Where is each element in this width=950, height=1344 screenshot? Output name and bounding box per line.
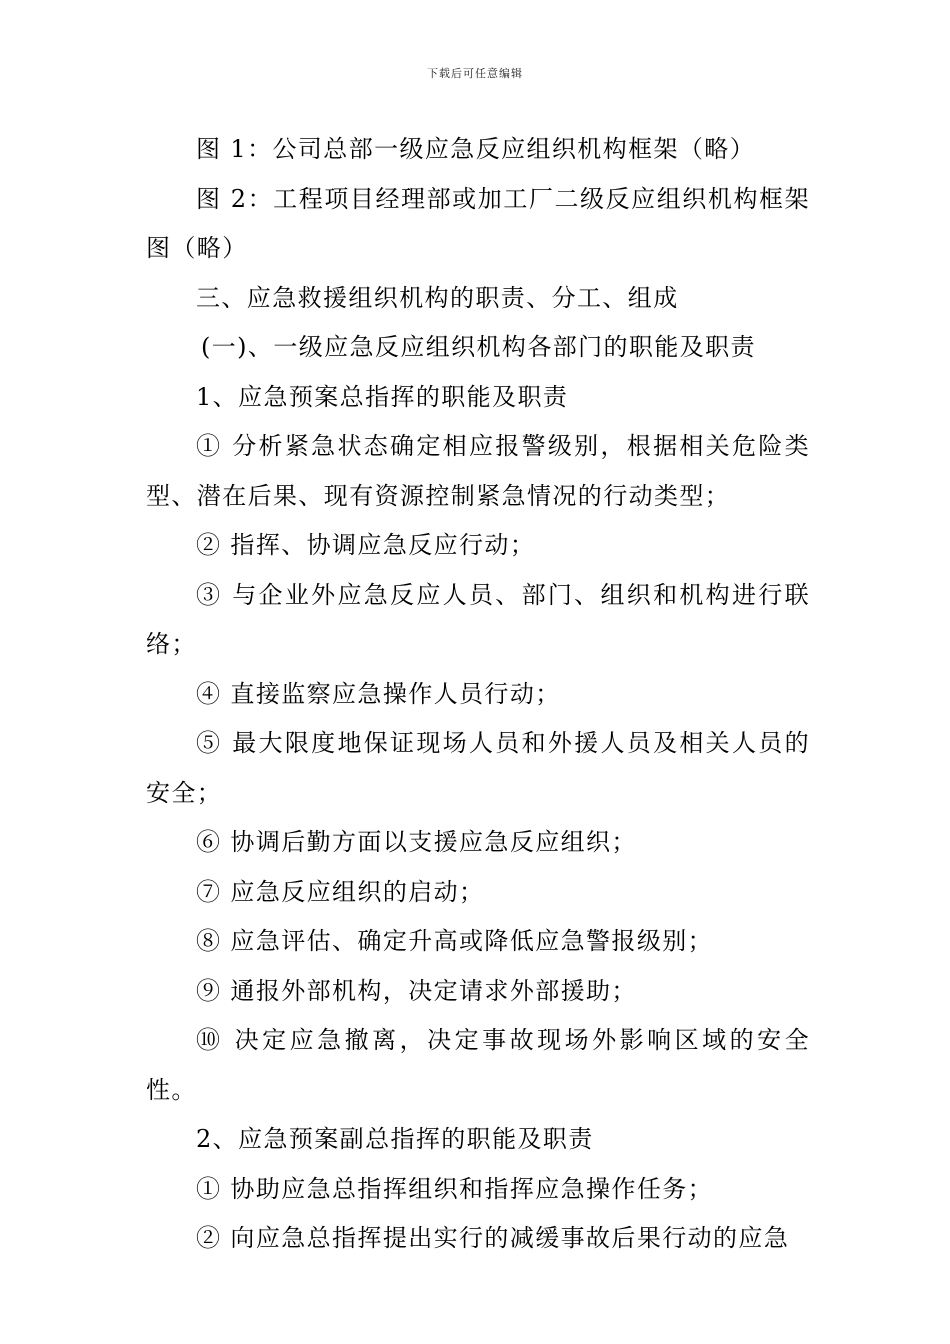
list-item: ⑩ 决定应急撤离，决定事故现场外影响区域的安全性。 xyxy=(146,1026,810,1104)
list-item: ⑧ 应急评估、确定升高或降低应急警报级别； xyxy=(196,927,714,955)
list-item: ② 向应急总指挥提出实行的减缓事故后果行动的应急 xyxy=(196,1224,790,1252)
list-item: ⑤ 最大限度地保证现场人员和外援人员及相关人员的安全； xyxy=(146,729,810,807)
page-header-note: 下载后可任意编辑 xyxy=(427,67,523,80)
item-2-heading: 2、应急预案副总指挥的职能及职责 xyxy=(196,1125,594,1153)
section-3-heading: 三、应急救援组织机构的职责、分工、组成 xyxy=(196,283,679,312)
item-1-heading: 1、应急预案总指挥的职能及职责 xyxy=(196,382,569,411)
list-item: ② 指挥、协调应急反应行动； xyxy=(196,531,536,559)
list-item: ① 协助应急总指挥组织和指挥应急操作任务； xyxy=(196,1174,714,1203)
list-item: ⑨ 通报外部机构，决定请求外部援助； xyxy=(196,976,637,1005)
list-item: ③ 与企业外应急反应人员、部门、组织和机构进行联络； xyxy=(146,580,810,658)
list-item: ① 分析紧急状态确定相应报警级别，根据相关危险类型、潜在后果、现有资源控制紧急情况的行动类型； xyxy=(146,432,810,510)
figure-2-caption: 图 2：工程项目经理部或加工厂二级反应组织机构框架图（略） xyxy=(146,184,810,262)
list-item: ④ 直接监察应急操作人员行动； xyxy=(196,679,561,708)
document-body xyxy=(146,125,810,1264)
figure-1-caption: 图 1：公司总部一级应急反应组织机构框架（略） xyxy=(196,135,756,163)
subsection-1-heading: (一)、一级应急反应组织机构各部门的职能及职责 xyxy=(201,333,756,361)
list-item: ⑥ 协调后勤方面以支援应急反应组织； xyxy=(196,828,637,856)
list-item: ⑦ 应急反应组织的启动； xyxy=(196,877,485,906)
